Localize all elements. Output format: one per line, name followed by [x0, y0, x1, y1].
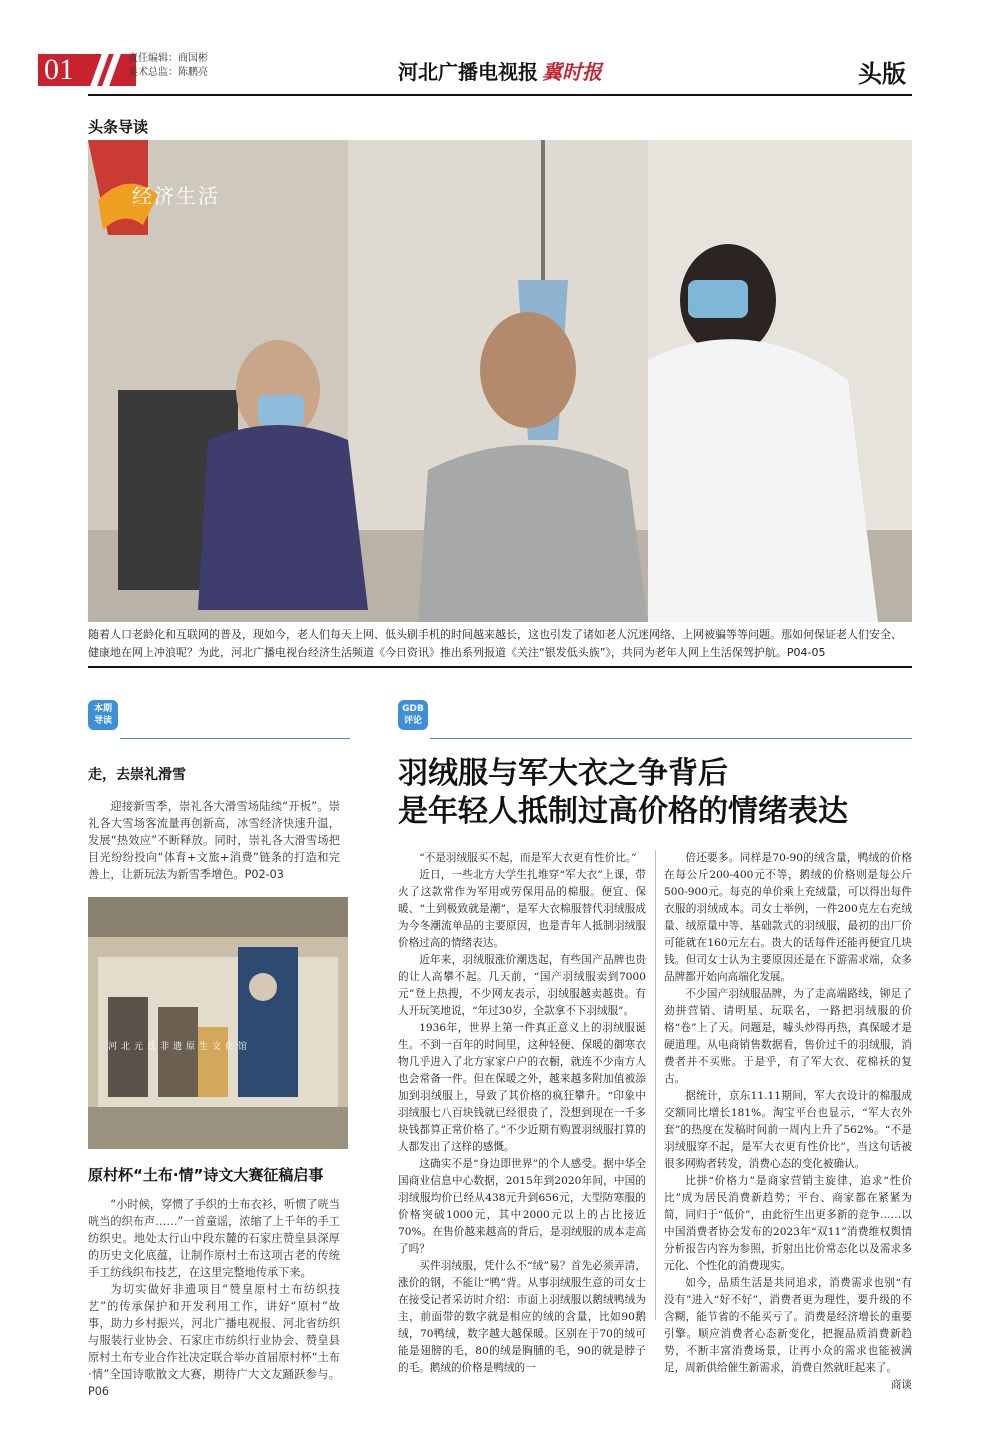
- comment-badge: [398, 700, 428, 730]
- column-separator: [655, 850, 656, 1320]
- guide-item2-title: 原村杯“土布·情”诗文大赛征稿启事: [88, 1166, 324, 1184]
- art-director-label: 美术总监：陈鹏亮: [128, 67, 208, 78]
- lead-photo: [88, 140, 912, 622]
- lead-photo-illustration: [88, 140, 912, 622]
- lead-heading: 头条导读: [88, 118, 149, 136]
- lead-caption: 随着人口老龄化和互联网的普及，现如今，老人们每天上网、低头刷手机的时间越来越长，这也引发了诸如老人沉迷网络、上网被骗等等问题。那如何保证老人们安全、健康地在网上冲浪呢？为此，河北广播电视台经济生活频道《今日资讯》推出系列报道《关注“银发低头族”》，共同为老年人网上生活保驾护航。P04-05: [88, 628, 902, 659]
- comment-paragraph: 近年来，羽绒服涨价潮迭起，有些国产品牌也贵的让人高攀不起。几天前，“国产羽绒服卖到7000元”登上热搜，不少网友表示，羽绒服越卖越贵。有人开玩笑地说，“年过30岁，全款拿不下羽绒服”。: [398, 954, 646, 1017]
- shop-photo-illustration: [88, 897, 348, 1149]
- masthead-rule: [88, 94, 912, 96]
- comment-title-line2: 是年轻人抵制过高价格的情绪表达: [398, 794, 848, 829]
- guide-item1-text: 迎接新雪季，崇礼各大滑雪场陆续“开板”。崇礼各大雪场客流量再创新高，冰雪经济快速升温，发展“热效应”不断释放。同时，崇礼各大滑雪场把目光纷纷投向“体育+文旅+消费”链条的打造和完善上，让新玩法为新雪季增色。P02-03: [88, 800, 340, 881]
- guide-badge: [88, 700, 118, 730]
- section-rule: [88, 666, 912, 668]
- comment-rule: [430, 738, 912, 739]
- comment-paragraph: 1936年，世界上第一件真正意义上的羽绒服诞生。不到一百年的时间里，这种轻便、保暖的御寒衣物几乎进入了北方家家户户的衣橱，就连不少南方人也会常备一件。但在保暖之外，越来越多附加值被添加到羽绒服上，导致了其价格的疯狂攀升。“印象中羽绒服七八百块钱就已经很贵了，没想到现在一千多块钱都算正常价格了。”不少近期有购置羽绒服打算的人都发出了这样的感慨。: [398, 1022, 646, 1153]
- comment-paragraph: 不少国产羽绒服品牌，为了走高端路线，铆足了劲拼营销、请明星、玩联名，一路把羽绒服的价格“卷”上了天。问题是，噱头炒得再热，真保暖才是硬道理。从电商销售数据看，售价过千的羽绒服，消费者并不买账。于是乎，有了军大衣、花棉袄的复古。: [664, 988, 912, 1085]
- guide-item2-text: [88, 1196, 340, 1400]
- editor-credits: [128, 52, 208, 80]
- comment-badge-line1: GDB: [402, 704, 424, 714]
- brand-logo: 冀时报: [542, 60, 602, 84]
- guide-rule: [120, 738, 350, 739]
- paper-name: [398, 56, 602, 85]
- shop-sign-text: 河北元氏非遗原生文化馆: [108, 1042, 252, 1052]
- comment-paragraph: 倍还要多。同样是70-90的绒含量，鸭绒的价格在每公斤200-400元不等，鹅绒的价格则是每公斤500-900元。每克的单价乘上充绒量，可以得出每件衣服的羽绒成本。司女士举例，一件200克左右充绒量、绒原量中等、基础款式的羽绒服，最初的出厂价可能就在160元左右。贵大的话每件还能再便宜几块钱。但司女士认为主要原因还是在下游需求端，众多品牌都开始向高端化发展。: [664, 852, 912, 983]
- comment-paragraph: 这确实不是“身边即世界”的个人感受。据中华全国商业信息中心数据，2015年到2020年间，中国的羽绒服均价已经从438元升到656元，大型防寒服的价格突破1000元，其中2000元以上的占比接近70%。在售价越来越高的背后，是羽绒服的成本走高了吗？: [398, 1158, 646, 1255]
- photo-logo-text: 经济生活: [132, 184, 220, 208]
- comment-badge-line2: 评论: [403, 716, 422, 726]
- comment-paragraph: “不是羽绒服买不起，而是军大衣更有性价比。”: [419, 852, 637, 864]
- paper-name-text: 河北广播电视报: [398, 60, 538, 84]
- comment-author: 商谈: [890, 1379, 912, 1391]
- comment-paragraph: 近日，一些北方大学生扎堆穿“军大衣”上课，带火了这款常作为军用或劳保用品的棉服。便宜、保暖、“土到极致就是潮”，是军大衣棉服替代羽绒服成为今冬潮流单品的主要原因，也是青年人抵制羽绒服价格过高的情绪表达。: [398, 869, 646, 949]
- section-name: 头版: [858, 60, 906, 88]
- guide-item1-title: 走，去崇礼滑雪: [88, 767, 186, 783]
- comment-column-2: [664, 850, 912, 1394]
- comment-paragraph: 如今，品质生活是共同追求，消费需求也别“有没有”进入“好不好”，消费者更为理性，要升级的不含糊，能节省的不能买亏了。消费是经济增长的重要引擎。顺应消费者心态新变化，把握品质消费新趋势，不断丰富消费场景，让再小众的需求也能被满足，周新供给催生新需求，消费自然就旺起来了。: [664, 1277, 912, 1374]
- shop-photo: [88, 897, 348, 1149]
- comment-paragraph: 比拼“价格力”是商家营销主旋律，追求“性价比”成为居民消费新趋势；平台、商家都在紧紧为简，同归于“低价”，由此衍生出更多新的竞争……以中国消费者协会发布的2023年“双11”消费维权舆情分析报告内容为参照，折射出比价常态化以及需求多元化、个性化的消费现实。: [664, 1175, 912, 1272]
- guide-item2-paragraph: “小时候，穿惯了手织的土布衣衫，听惯了咣当咣当的织布声……”一首童谣，浓缩了上千年的手工纺织史。地处太行山中段东麓的石家庄赞皇县深厚的历史文化底蕴，让制作原村土布这项古老的传统手工纺线织布技艺，在这里完整地传承下来。: [88, 1198, 340, 1279]
- page-number-block: [38, 54, 136, 86]
- comment-title-line1: 羽绒服与军大衣之争背后: [398, 756, 728, 791]
- comment-paragraph: 买件羽绒服，凭什么不“绒”易？首先必须弄清，涨价的钢，不能让“鸭”背。从事羽绒服生意的司女士在接受记者采访时介绍：市面上羽绒服以鹅绒鸭绒为主，前面带的数字就是相应的绒的含量，比如90鹅绒，70鸭绒，数字越大越保暖。区别在于70的绒可能是翅膀的毛，80的绒是胸脯的毛，90的就是脖子的毛。鹅绒的价格是鸭绒的一: [398, 1260, 646, 1374]
- guide-badge-line1: 本期: [93, 704, 112, 714]
- comment-title: [398, 755, 918, 831]
- page-number: 01: [44, 53, 74, 86]
- editor-label: 责任编辑：商国彬: [128, 53, 208, 64]
- comment-column-1: [398, 850, 646, 1377]
- guide-item2-paragraph: 为切实做好非遗项目“赞皇原村土布纺织技艺”的传承保护和开发利用工作，讲好“原村”故事，助力乡村振兴，河北广播电视报、河北省纺织与服装行业协会、石家庄市纺织行业协会、赞皇县原村土布专业合作社决定联合举办首届原村杯“土布·情”全国诗歌散文大赛，期待广大文友踊跃参与。P06: [88, 1283, 340, 1398]
- comment-paragraph: 据统计，京东11.11期间，军大衣设计的棉服成交额同比增长181%。淘宝平台也显示，“军大衣外套”的热度在发稿时间前一周内上升了562%。“不是羽绒服穿不起，是军大衣更有性价比”，当这句话被很多网购者转发，消费心态的变化被确认。: [664, 1090, 912, 1170]
- guide-badge-line2: 导读: [93, 716, 112, 726]
